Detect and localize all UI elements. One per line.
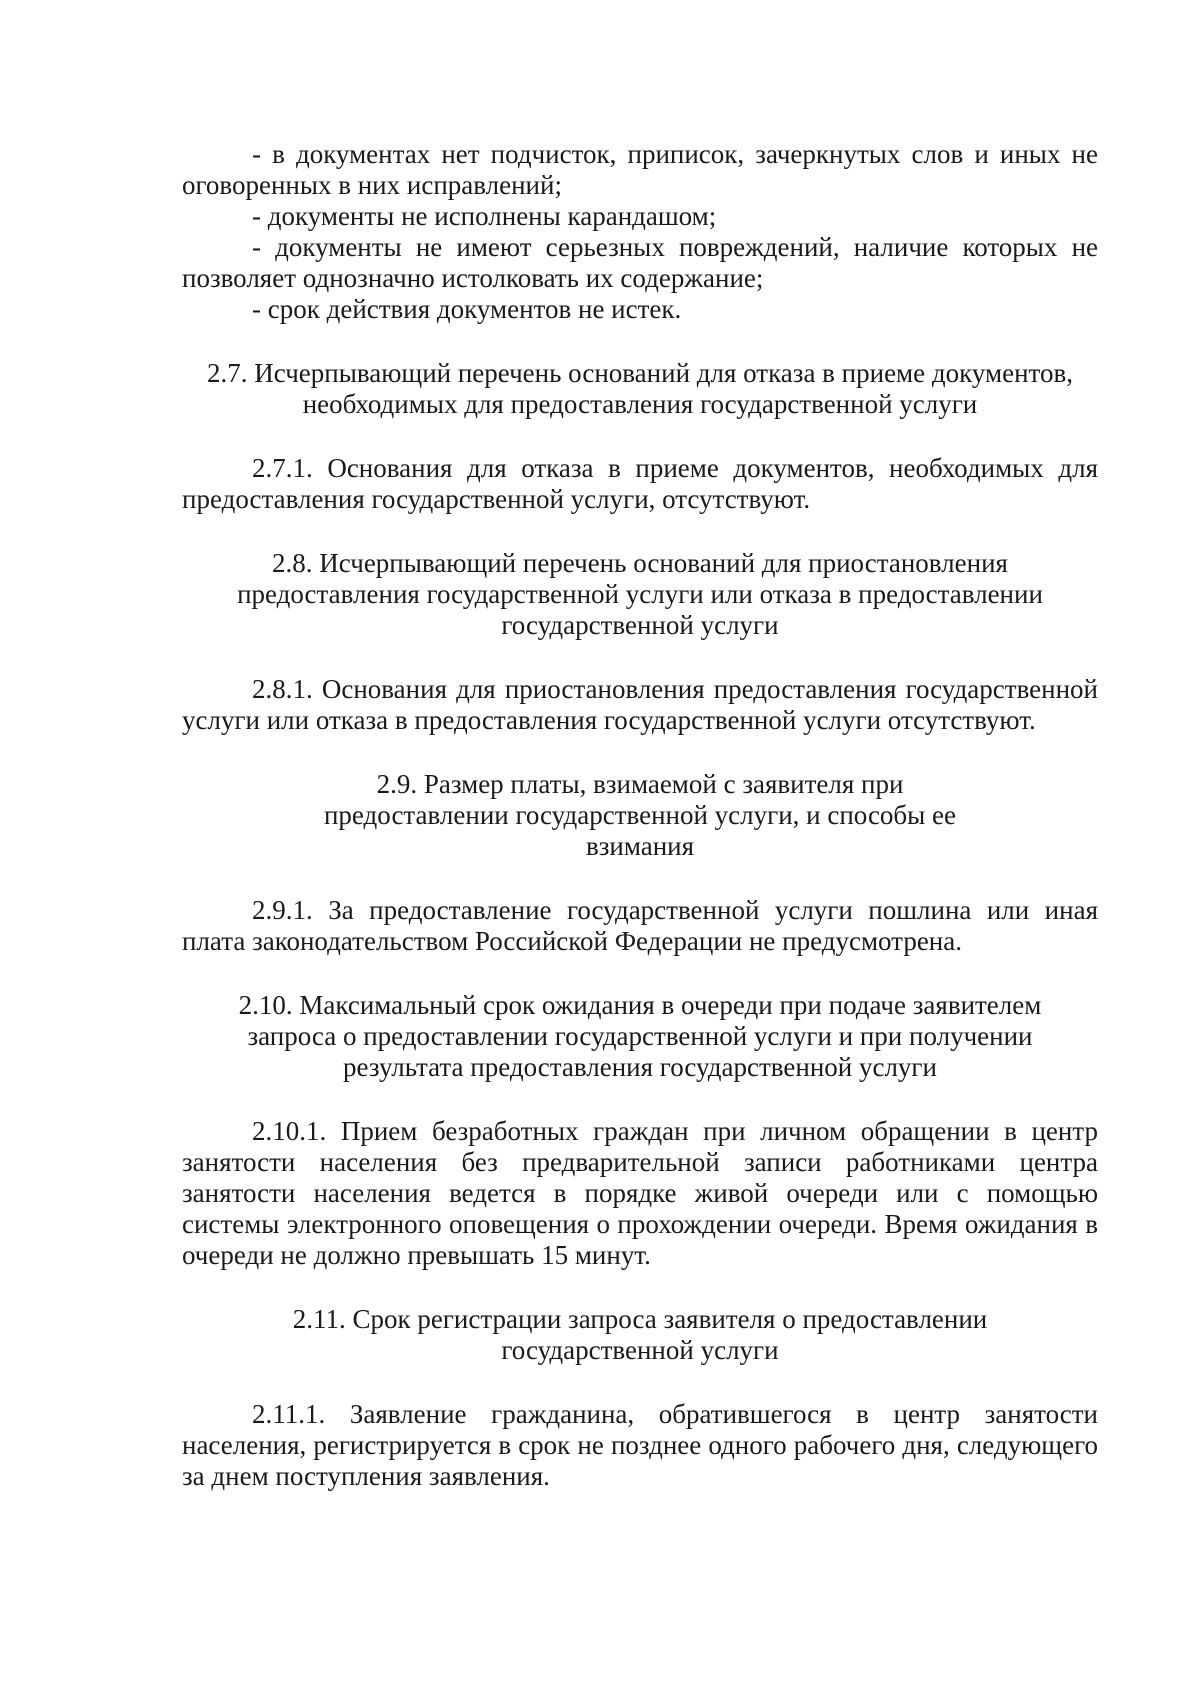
paragraph-2-11-1: 2.11.1. Заявление гражданина, обратившегося в центр занятости населения, регистрируется в срок не позднее одного рабочего дня, следующего за днем поступления заявления. [182, 1399, 1098, 1491]
paragraph-2-10-1: 2.10.1. Прием безработных граждан при личном обращении в центр занятости населения без предварительной записи работниками центра занятости населения ведется в порядке живой очереди или с помощью системы электронного оповещения о прохождении очереди. Время ожидания в очереди не должно превышать 15 минут. [182, 1116, 1098, 1270]
list-item: - в документах нет подчисток, приписок, зачеркнутых слов и иных не оговоренных в них исправлений; [182, 139, 1098, 200]
list-item: - срок действия документов не истек. [252, 294, 682, 324]
list-item: - документы не исполнены карандашом; [252, 201, 717, 231]
document-body [182, 139, 1098, 1492]
list-item: - документы не имеют серьезных повреждений, наличие которых не позволяет однозначно истолковать их содержание; [182, 232, 1098, 293]
section-heading-2-11: 2.11. Срок регистрации запроса заявителя о предоставлении государственной услуги [292, 1304, 988, 1365]
section-heading-2-7: 2.7. Исчерпывающий перечень оснований для отказа в приеме документов, необходимых для предоставления государственной услуги [207, 358, 1073, 419]
paragraph-2-7-1: 2.7.1. Основания для отказа в приеме документов, необходимых для предоставления государственной услуги, отсутствуют. [182, 453, 1098, 514]
paragraph-2-9-1: 2.9.1. За предоставление государственной услуги пошлина или иная плата законодательством Российской Федерации не предусмотрена. [182, 895, 1098, 956]
section-heading-2-10: 2.10. Максимальный срок ожидания в очереди при подаче заявителем запроса о предоставлении государственной услуги и при получении результата предоставления государственной услуги [238, 990, 1042, 1082]
section-heading-2-8: 2.8. Исчерпывающий перечень оснований для приостановления предоставления государственной услуги или отказа в предоставлении государственной услуги [237, 548, 1043, 640]
section-heading-2-9: 2.9. Размер платы, взимаемой с заявителя при предоставлении государственной услуги, и способы ее взимания [323, 769, 957, 861]
paragraph-2-8-1: 2.8.1. Основания для приостановления предоставления государственной услуги или отказа в предоставления государственной услуги отсутствуют. [182, 674, 1098, 735]
